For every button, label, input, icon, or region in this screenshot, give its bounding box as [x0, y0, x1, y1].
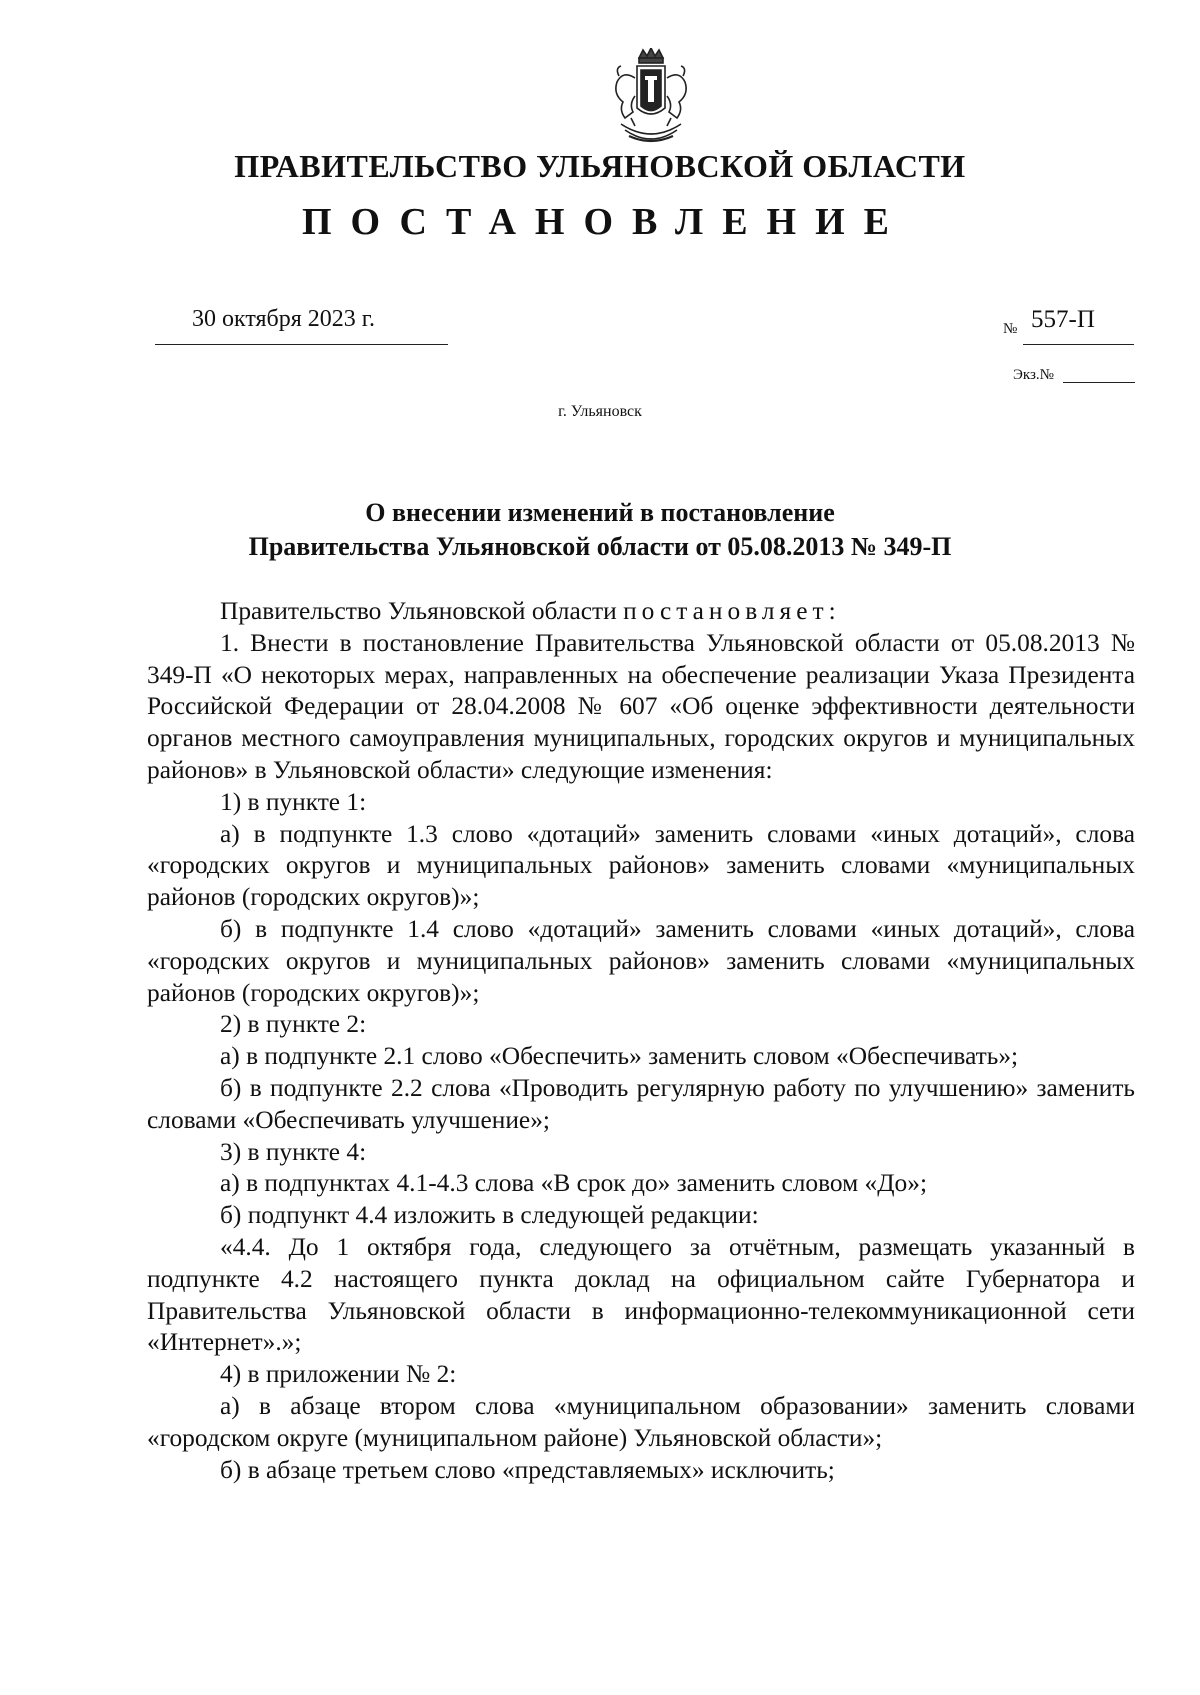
- city: г. Ульяновск: [558, 403, 642, 420]
- paragraph-10: б) подпункт 4.4 изложить в следующей редакции:: [220, 1201, 759, 1230]
- paragraph-6: а) в подпункте 2.1 слово «Обеспечить» заменить словом «Обеспечивать»;: [220, 1042, 1019, 1071]
- paragraph-3: а) в подпункте 1.3 слово «дотаций» заменить словами «иных дотаций», слова «городских округов и муниципальных районов» заменить словами «муниципальных районов (городских округов)»;: [147, 819, 1135, 912]
- number-underline: [1023, 344, 1134, 345]
- paragraph-2: 1) в пункте 1:: [220, 787, 367, 816]
- paragraph-1: 1. Внести в постановление Правительства Ульяновской области от 05.08.2013 № 349-П «О некоторых мерах, направленных на обеспечение реализации Указа Президента Российской Федерации от 28.04.2008 № 607 «Об оценке эффективности деятельности органов местного самоуправления муниципальных, городских округов и муниципальных районов» в Ульяновской области» следующие изменения:: [147, 628, 1135, 784]
- number-sign: №: [1003, 321, 1018, 337]
- intro-paragraph: [147, 596, 1135, 628]
- paragraph-5: 2) в пункте 2:: [220, 1010, 367, 1039]
- copy-number-label: Экз.№: [1013, 367, 1054, 383]
- paragraph-7: б) в подпункте 2.2 слова «Проводить регулярную работу по улучшению» заменить словами «Обеспечивать улучшение»;: [147, 1073, 1135, 1134]
- decree-number: 557-П: [1031, 306, 1095, 333]
- paragraph-9: а) в подпунктах 4.1-4.3 слова «В срок до» заменить словом «До»;: [220, 1169, 928, 1198]
- paragraph-14: б) в абзаце третьем слово «представляемых» исключить;: [220, 1455, 835, 1484]
- paragraph-12: 4) в приложении № 2:: [220, 1360, 457, 1389]
- document-type: ПОСТАНОВЛЕНИЕ: [301, 201, 909, 243]
- copy-number-underline: [1063, 382, 1135, 383]
- paragraph-4: б) в подпункте 1.4 слово «дотаций» заменить словами «иных дотаций», слова «городских округов и муниципальных районов» заменить словами «муниципальных районов (городских округов)»;: [147, 914, 1135, 1007]
- ulyanovsk-coat-of-arms-icon: [601, 48, 701, 148]
- title-line-2: Правительства Ульяновской области от 05.08.2013 № 349-П: [248, 532, 952, 561]
- paragraph-11: «4.4. До 1 октября года, следующего за отчётным, размещать указанный в подпункте 4.2 настоящего пункта доклад на официальном сайте Губернатора и Правительства Ульяновской области в информационно-телекоммуникационной сети «Интернет».»;: [147, 1232, 1135, 1357]
- intro-resolves: постановляет:: [623, 597, 841, 625]
- date-underline: [155, 344, 448, 345]
- intro-prefix: Правительство Ульяновской области: [220, 597, 624, 625]
- decree-date: 30 октября 2023 г.: [192, 306, 375, 332]
- title-line-1: О внесении изменений в постановление: [365, 498, 835, 527]
- government-name: ПРАВИТЕЛЬСТВО УЛЬЯНОВСКОЙ ОБЛАСТИ: [234, 148, 966, 184]
- document-title: [0, 496, 1200, 564]
- paragraph-8: 3) в пункте 4:: [220, 1137, 367, 1166]
- document-body: [147, 596, 1135, 1486]
- paragraph-13: а) в абзаце втором слова «муниципальном образовании» заменить словами «городском округе (муниципальном районе) Ульяновской области»;: [147, 1391, 1135, 1452]
